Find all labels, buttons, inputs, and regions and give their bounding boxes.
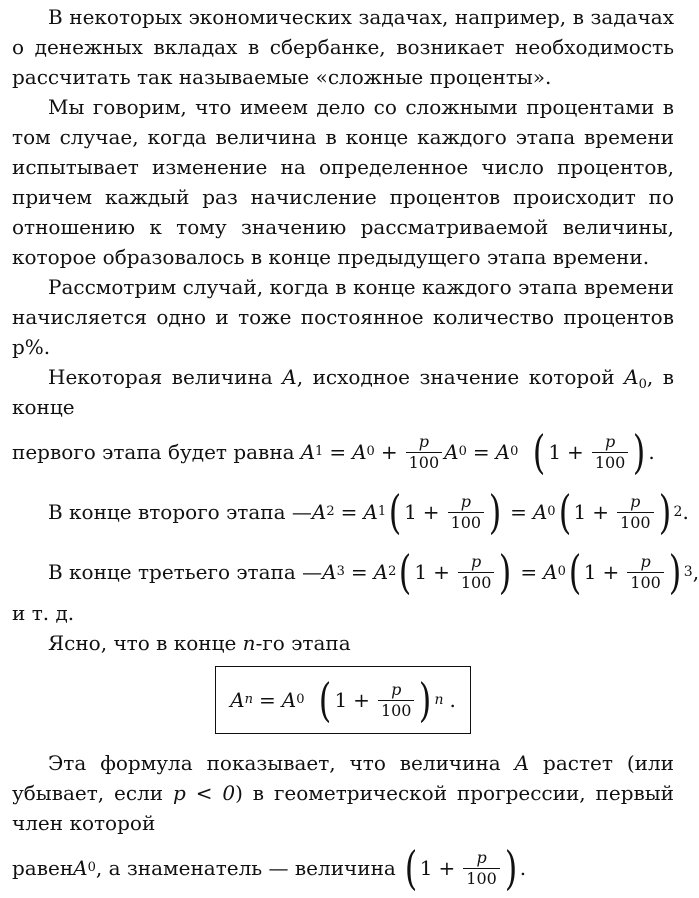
- period: .: [648, 440, 655, 464]
- fraction: [458, 552, 495, 593]
- var-a: A: [543, 560, 558, 584]
- equals-sign: =: [258, 688, 276, 712]
- paragraph-definition: Мы говорим, что имеем дело со сложными процентами в том случае, когда величина в конце каждого этапа времени испытывает изменение на определенное число процентов, причем каждый раз начисление процентов происходит по отношению к тому значению рассматриваемой величины, которое образовалось в конце предыдущего этапа времени.: [12, 95, 674, 269]
- left-paren: (: [558, 485, 571, 539]
- left-paren: (: [319, 673, 332, 727]
- one: 1: [334, 688, 348, 712]
- paragraph-case: Рассмотрим случай, когда в конце каждого этапа времени начисляется одно и тоже постоянное количество процентов p%.: [12, 275, 674, 359]
- var-a: A: [514, 751, 530, 775]
- fraction: [592, 432, 629, 473]
- one: 1: [583, 560, 597, 584]
- numerator: p: [448, 492, 485, 513]
- text-segment: , в конце: [12, 365, 674, 419]
- subscript: 0: [638, 377, 647, 392]
- etc-line: и т. д.: [12, 601, 75, 625]
- formula-ratio: равен A 0 , а знаменатель — величина ( 1 + $\frac{p}{100}$ ) .: [12, 841, 527, 895]
- equals-sign: =: [472, 440, 490, 464]
- numerator: p: [463, 848, 500, 869]
- left-paren: (: [388, 485, 402, 539]
- left-paren: (: [404, 841, 418, 895]
- var-a: A: [73, 856, 88, 880]
- one: 1: [419, 856, 433, 880]
- var-a: A: [282, 365, 297, 389]
- one: 1: [404, 500, 417, 524]
- plus-sign: +: [602, 560, 620, 584]
- fraction: [448, 492, 485, 533]
- var-a: A: [300, 440, 316, 464]
- numerator: p: [617, 492, 654, 513]
- text-segment: -го этапа: [255, 631, 351, 655]
- paragraph-conclusion: [12, 748, 674, 838]
- var-a: A: [363, 500, 378, 524]
- text-segment: , а знаменатель — величина: [95, 856, 396, 880]
- period: .: [682, 500, 689, 524]
- plus-sign: +: [433, 560, 450, 584]
- plus-sign: +: [380, 440, 398, 464]
- numerator: p: [627, 552, 664, 573]
- paragraph-nth-stage: [12, 628, 674, 658]
- plus-sign: +: [353, 688, 370, 712]
- var-a: A: [322, 560, 337, 584]
- one: 1: [548, 440, 562, 464]
- var-a0: A: [624, 365, 639, 389]
- right-paren: ): [419, 673, 432, 727]
- formula-third-stage: В конце третьего этапа — A 3 = A 2 ( 1 + $\frac{p}{100}$ ) = A 0 ( 1 + $\frac{p}{100}$ ) 3 ,: [48, 545, 699, 599]
- right-paren: ): [488, 485, 502, 539]
- text-segment: Некоторая величина: [48, 365, 283, 389]
- equals-sign: =: [350, 560, 368, 584]
- period: .: [449, 688, 456, 712]
- period: .: [519, 856, 527, 880]
- formula-first-stage: первого этапа будет равна A 1 = A 0 + $\frac{p}{100}$ A 0 = A 0 ( 1 + $\frac{p}{100}$ ) .: [12, 425, 655, 479]
- denominator: 100: [380, 700, 412, 720]
- plus-sign: +: [567, 440, 584, 464]
- fraction: [463, 848, 500, 889]
- text-segment: равен: [12, 856, 74, 880]
- one: 1: [414, 560, 428, 584]
- var-n: n: [242, 631, 256, 655]
- denominator: 100: [630, 572, 661, 592]
- denominator: 100: [620, 512, 651, 532]
- var-a: A: [495, 440, 511, 464]
- text-segment: первого этапа будет равна: [12, 440, 295, 464]
- formula-second-stage: В конце второго этапа — A 2 = A 1 ( 1 + $\frac{p}{100}$ ) = A 0 ( 1 + $\frac{p}{100}$ ) 2 .: [48, 485, 689, 539]
- paragraph-quantity: [12, 362, 674, 422]
- equals-sign: =: [340, 500, 358, 524]
- denominator: 100: [466, 868, 497, 888]
- right-paren: ): [633, 425, 646, 479]
- var-a: A: [444, 440, 459, 464]
- denominator: 100: [460, 572, 492, 592]
- paragraph-intro: В некоторых экономических задачах, например, в задачах о денежных вкладах в сбербанке, возникает необходимость рассчитать так называемые «сложные проценты».: [12, 5, 674, 89]
- right-paren: ): [668, 545, 682, 599]
- document-page: [12, 0, 699, 898]
- numerator: p: [458, 552, 495, 573]
- boxed-formula-wrap: [12, 666, 674, 734]
- denominator: 100: [408, 452, 440, 472]
- fraction: [378, 680, 415, 721]
- one: 1: [573, 500, 587, 524]
- fraction: [627, 552, 664, 593]
- fraction: [617, 492, 654, 533]
- text-segment: ) в геометрической прогрессии, первый член которой: [12, 781, 674, 835]
- numerator: p: [378, 680, 415, 701]
- text-segment: , исходное значение которой: [296, 365, 625, 389]
- denominator: 100: [594, 452, 626, 472]
- text-segment: Эта формула показывает, что величина: [48, 751, 515, 775]
- right-paren: ): [504, 841, 518, 895]
- left-paren: (: [399, 545, 412, 599]
- equals-sign: =: [520, 560, 538, 584]
- equals-sign: =: [510, 500, 527, 524]
- condition: p < 0: [173, 781, 236, 805]
- var-a: A: [352, 440, 367, 464]
- boxed-formula: A n = A 0 ( 1 + $\frac{p}{100}$ ) n .: [215, 666, 471, 734]
- var-a: A: [281, 688, 297, 712]
- equals-sign: =: [329, 440, 347, 464]
- var-a: A: [311, 500, 327, 524]
- plus-sign: +: [438, 856, 456, 880]
- var-a: A: [373, 560, 389, 584]
- plus-sign: +: [422, 500, 440, 524]
- right-paren: ): [658, 485, 671, 539]
- plus-sign: +: [592, 500, 610, 524]
- text-segment: В конце третьего этапа —: [48, 560, 323, 584]
- numerator: p: [592, 432, 629, 453]
- comma: ,: [692, 560, 699, 584]
- numerator: p: [406, 432, 443, 453]
- text-segment: Ясно, что в конце: [48, 631, 243, 655]
- fraction: [406, 432, 443, 473]
- text-segment: растет (или убывает, если: [12, 751, 675, 805]
- left-paren: (: [568, 545, 582, 599]
- var-a: A: [532, 500, 548, 524]
- var-a: A: [230, 688, 245, 712]
- denominator: 100: [450, 512, 482, 532]
- right-paren: ): [499, 545, 512, 599]
- text-segment: В конце второго этапа —: [48, 500, 312, 524]
- left-paren: (: [533, 425, 546, 479]
